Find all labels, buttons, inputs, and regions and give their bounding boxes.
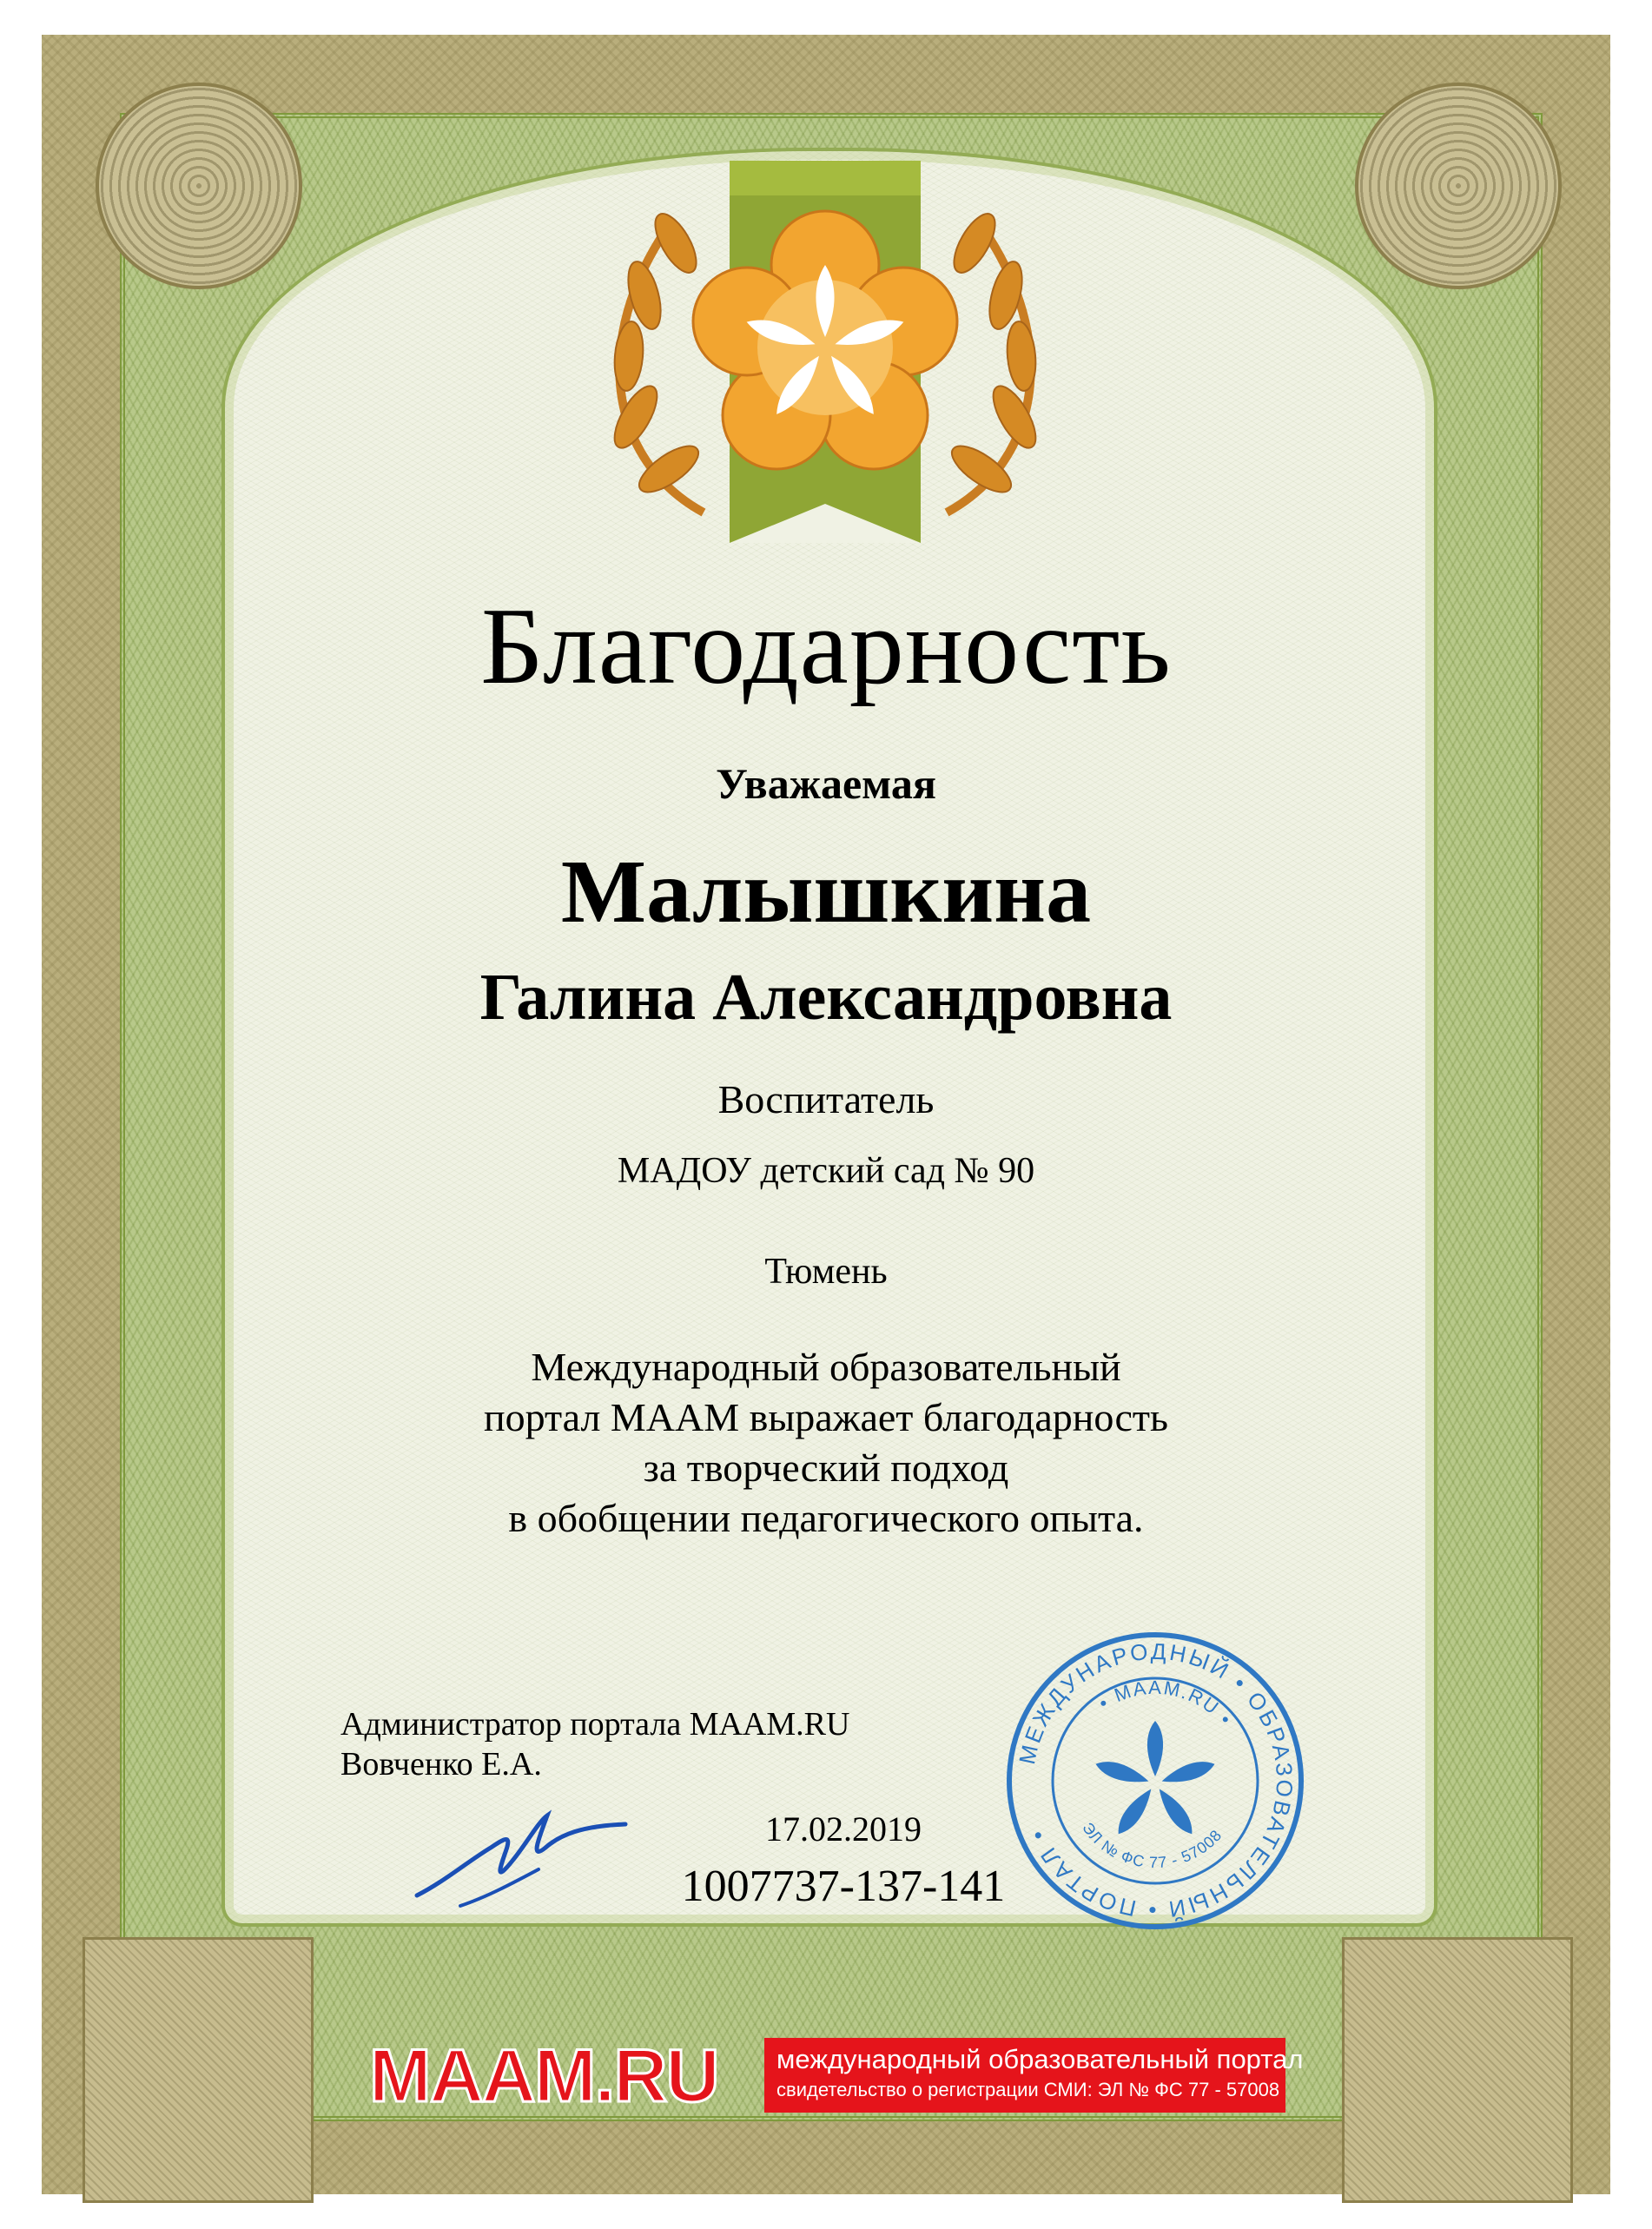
- recipient-organization: МАДОУ детский сад № 90: [617, 1151, 1035, 1191]
- message-line: Международный образовательный: [531, 1345, 1121, 1389]
- administrator-name: Вовченко Е.А.: [340, 1746, 542, 1783]
- svg-text:• MAAM.RU •: [1094, 1677, 1237, 1730]
- corner-rosette-top-right: [1355, 83, 1562, 289]
- recipient-position: Воспитатель: [717, 1077, 935, 1121]
- gratitude-message: [0, 1342, 1652, 1544]
- message-line: в обобщении педагогического опыта.: [508, 1496, 1144, 1540]
- message-line: портал МААМ выражает благодарность: [483, 1395, 1169, 1439]
- seal-registration-text: ЭЛ № ФС 77 - 57008: [1079, 1819, 1226, 1872]
- salutation: Уважаемая: [716, 759, 936, 808]
- corner-ornament-bottom-left: [83, 1937, 314, 2203]
- portal-seal-icon: [1003, 1629, 1307, 1933]
- maam-emblem-icon: [573, 148, 1077, 556]
- recipient-given-names: Галина Александровна: [479, 961, 1173, 1034]
- svg-text:ЭЛ № ФС 77 - 57008: [1079, 1819, 1226, 1871]
- footer-registration: свидетельство о регистрации СМИ: ЭЛ № ФС 77 - 57008: [776, 2079, 1280, 2100]
- corner-ornament-bottom-right: [1342, 1937, 1573, 2203]
- administrator-title: Администратор портала MAAM.RU: [340, 1706, 850, 1743]
- issue-date: 17.02.2019: [765, 1809, 922, 1849]
- recipient-city: Тюмень: [764, 1252, 888, 1292]
- maam-logo: MAAM.RU: [369, 2034, 718, 2118]
- administrator-block: [340, 1704, 849, 1784]
- corner-rosette-top-left: [96, 83, 302, 289]
- recipient-surname: Малышкина: [560, 842, 1092, 942]
- seal-inner-text: • MAAM.RU •: [1094, 1676, 1238, 1730]
- footer-portal-info: [764, 2038, 1304, 2113]
- seal-outer-text: МЕЖДУНАРОДНЫЙ • ОБРАЗОВАТЕЛЬНЫЙ • ПОРТАЛ •: [1014, 1637, 1298, 1924]
- footer-portal-name: международный образовательный портал: [776, 2044, 1304, 2074]
- message-line: за творческий подход: [643, 1445, 1009, 1490]
- registration-number: 1007737-137-141: [681, 1862, 1006, 1911]
- certificate-title: Благодарность: [480, 586, 1172, 707]
